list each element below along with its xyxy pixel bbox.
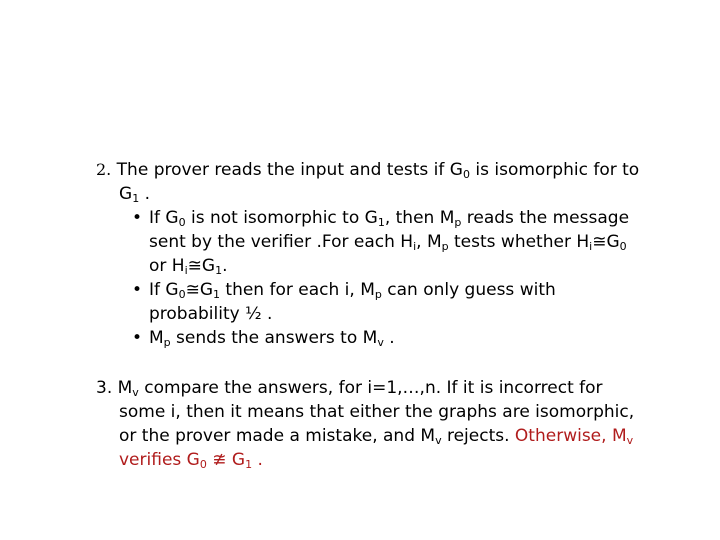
subscript: 0 (199, 458, 207, 471)
step-2-block (96, 158, 686, 350)
step-2-text: The prover reads the input and tests if G (116, 160, 463, 180)
bullet-icon: • (132, 328, 143, 348)
text: ≅G (185, 280, 213, 300)
subscript: 0 (462, 168, 470, 181)
bullet-icon: • (132, 208, 143, 228)
subscript: 0 (619, 240, 627, 253)
subscript: i (184, 264, 188, 277)
subscript: 0 (178, 216, 186, 229)
bullet-1-line-3 (96, 254, 686, 278)
text: If G (149, 208, 179, 228)
text: can only guess with (381, 280, 556, 300)
text: , then M (384, 208, 455, 228)
text: compare the answers, for i=1,…,n. If it is incorrect for (138, 378, 603, 398)
step-3-line-3 (96, 424, 686, 448)
text: If G (149, 280, 179, 300)
subscript: v (435, 434, 442, 447)
step-2-line-1 (96, 158, 686, 182)
step-2-text-end: is isomorphic for to (469, 160, 640, 180)
highlight-text (515, 426, 633, 446)
text: then for each i, M (220, 280, 375, 300)
step-3-line-1 (96, 376, 686, 400)
subscript: v (626, 434, 634, 447)
subscript: 1 (215, 264, 223, 277)
subscript: i (589, 240, 593, 253)
subscript: p (454, 216, 462, 229)
text: some i, then it means that either the graphs are isomorphic, (119, 402, 635, 422)
step-2-number: 2. (96, 160, 112, 179)
subscript: 0 (178, 288, 186, 301)
text: 3. M (96, 378, 133, 398)
text: ≇ G (206, 450, 246, 470)
text: . (222, 256, 228, 276)
text: probability ½ . (149, 304, 273, 324)
subscript: p (163, 336, 171, 349)
bullet-1-line-1 (96, 206, 686, 230)
step-3-line-4 (96, 448, 686, 472)
bullet-1-line-2 (96, 230, 686, 254)
step-3-line-2 (96, 400, 686, 424)
text: M (149, 328, 164, 348)
text: is not isomorphic to G (185, 208, 378, 228)
subscript: v (132, 386, 139, 399)
text: rejects. (441, 426, 515, 446)
bullet-2-line-1 (96, 278, 686, 302)
text: verifies G (119, 450, 200, 470)
subscript: 1 (245, 458, 253, 471)
text: or H (149, 256, 185, 276)
subscript: i (413, 240, 417, 253)
text: ≅G (592, 232, 620, 252)
text: reads the message (461, 208, 630, 228)
text: tests whether H (448, 232, 590, 252)
subscript: 1 (377, 216, 385, 229)
bullet-3-line-1 (96, 326, 686, 350)
text: , M (416, 232, 442, 252)
step-2-text-cont-end: . (139, 184, 150, 204)
bullet-icon: • (132, 280, 143, 300)
subscript: p (374, 288, 382, 301)
subscript: v (377, 336, 384, 349)
subscript: 1 (213, 288, 220, 301)
text: sent by the verifier .For each H (149, 232, 414, 252)
text: or the prover made a mistake, and M (119, 426, 436, 446)
text: ≅G (187, 256, 216, 276)
text: . (383, 328, 395, 348)
text: Otherwise, M (514, 426, 627, 446)
step-2-text-cont: G (119, 184, 133, 204)
text: . (252, 450, 263, 470)
subscript: p (441, 240, 449, 253)
text: sends the answers to M (170, 328, 378, 348)
step-2-line-2 (96, 182, 686, 206)
subscript: 1 (132, 192, 140, 205)
step-3-block (96, 376, 686, 472)
bullet-2-line-2 (96, 302, 686, 326)
